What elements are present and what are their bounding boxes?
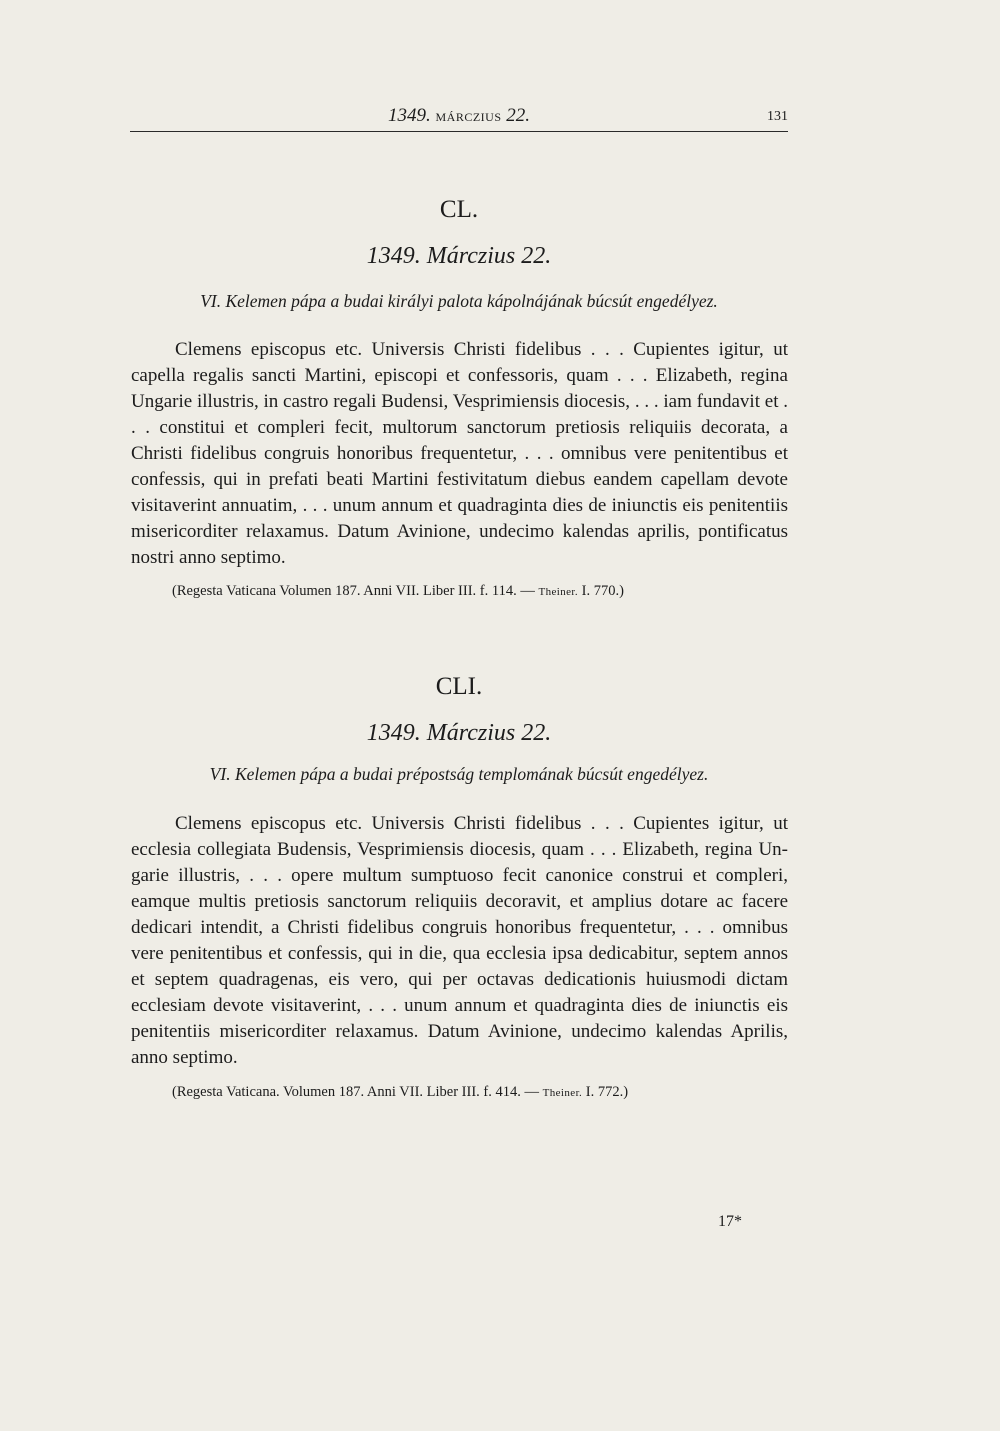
- page-number: 131: [767, 109, 788, 124]
- document-body-text: Clemens episcopus etc. Universis Christi fidelibus . . . Cupientes igitur, ut ecclesia collegiata Budensis, Vesprimiensis diocesis, quam . . . Elizabeth, regina Ungarie illustris, . . . opere multum sumptuoso fecit canonice construi et compleri, eamque multis pretiosis sanctorum reliquiis decoravit, et amplius dotare ac facere dedicari intendit, a Christi fidelibus congruis honoribus frequentetur, . . . omnibus vere penitentibus et confessis, qui in die, qua ecclesia ipsa dedicabitur, septem annos et septem quadragenas, eis vero, qui per octavas dedicationis huiusmodi dictam ecclesiam devote visitaverint, . . . unum annum et quadraginta dies de iniunctis eis penitentiis misericorditer relaxamus. Datum Avinione, undecimo kalendas Aprilis, anno septimo.: [131, 813, 788, 1068]
- running-head-month: MÁRCZIUS: [435, 110, 502, 124]
- running-head-title: [130, 105, 788, 127]
- signature-mark: 17*: [718, 1213, 742, 1230]
- document-number: CL.: [439, 196, 479, 223]
- document-summary: VI. Kelemen pápa a budai prépostság templomának búcsút engedélyez.: [209, 764, 709, 784]
- source-citation: [172, 1084, 788, 1101]
- document-date: 1349. Márczius 22.: [366, 243, 552, 269]
- document-date: 1349. Márczius 22.: [366, 720, 552, 746]
- running-head-day: 22.: [506, 105, 530, 126]
- source-prefix: (Regesta Vaticana Volumen 187. Anni VII. Liber III. f. 114. —: [172, 583, 539, 599]
- document-number: CLI.: [435, 673, 483, 700]
- source-prefix: (Regesta Vaticana. Volumen 187. Anni VII. Liber III. f. 414. —: [172, 1084, 543, 1100]
- running-head-year: 1349.: [387, 105, 431, 126]
- running-head: [130, 103, 788, 132]
- document-body-text: Clemens episcopus etc. Universis Christi fidelibus . . . Cupientes igitur, ut capella regalis sancti Martini, episcopi et confessoris, quam . . . Elizabeth, regina Ungarie illustris, in castro regali Budensi, Vesprimiensis diocesis, . . . iam fundavit et . . . constitui et compleri fecit, multorum sanctorum pretiosis reliquiis decorata, a Christi fidelibus congruis honoribus frequentetur, . . . omnibus vere penitentibus et confessis, qui in prefati beati Martini festivitatum diebus eandem capellam devote visitaverint annuatim, . . . unum annum et quadraginta dies de iniunctis eis penitentiis misericorditer relaxamus. Datum Avinione, undecimo kalendas aprilis, pontificatus nostri anno septimo.: [131, 339, 788, 568]
- document-summary: VI. Kelemen pápa a budai királyi palota kápolnájának búcsút engedélyez.: [200, 291, 718, 311]
- source-suffix: I. 770.): [578, 583, 624, 599]
- source-citation: [172, 583, 788, 600]
- source-suffix: I. 772.): [582, 1084, 629, 1100]
- source-author: Theiner.: [538, 586, 579, 598]
- source-author: Theiner.: [542, 1087, 583, 1099]
